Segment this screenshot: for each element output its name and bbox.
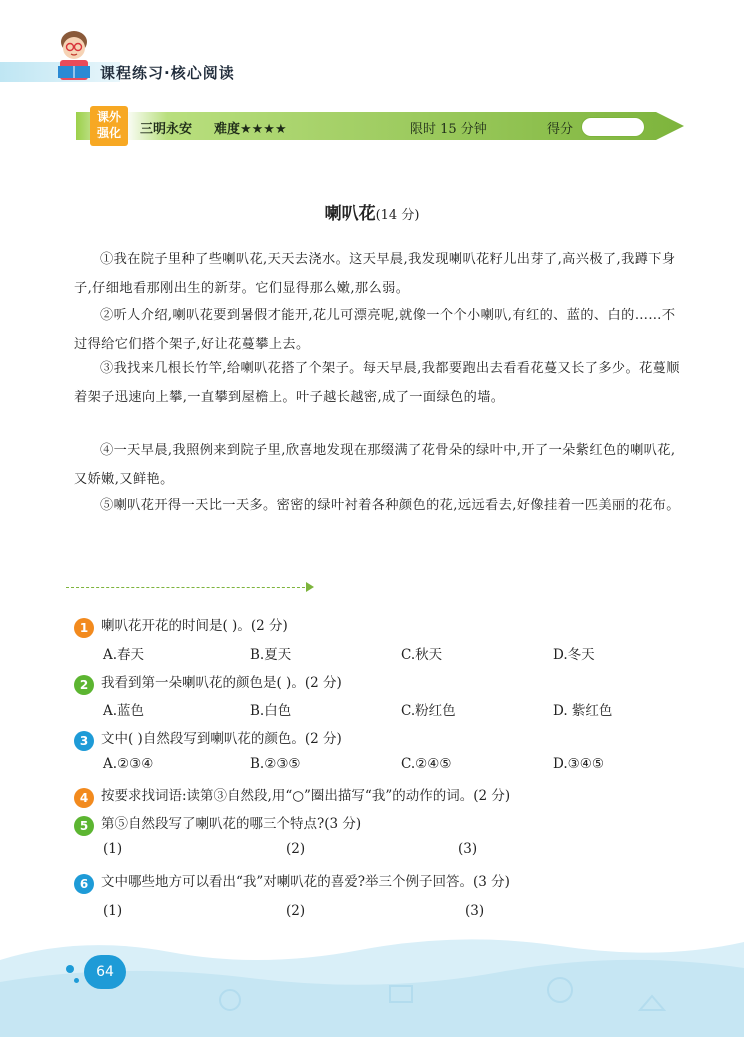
question-3 (74, 727, 342, 751)
paragraph-4: ④一天早晨,我照例来到院子里,欣喜地发现在那缀满了花骨朵的绿叶中,开了一朵紫红色的喇叭花,又娇嫩,又鲜艳。 (74, 443, 676, 487)
paragraph-2: ②听人介绍,喇叭花要到暑假才能开,花儿可漂亮呢,就像一个个小喇叭,有红的、蓝的、白的……不过得给它们搭个架子,好让花蔓攀上去。 (74, 308, 676, 352)
article-title: 喇叭花(14 分) (324, 204, 420, 224)
paragraph-5: ⑤喇叭花开得一天比一天多。密密的绿叶衬着各种颜色的花,远远看去,好像挂着一匹美丽的花布。 (100, 498, 680, 513)
question-number-badge: 1 (74, 618, 94, 638)
question-number-badge: 4 (74, 788, 94, 808)
question-text: 第⑤自然段写了喇叭花的哪三个特点?(3 分) (101, 816, 362, 832)
option-b[interactable]: B.②③⑤ (250, 756, 301, 772)
answer-blank-3[interactable]: (3) (465, 903, 485, 919)
answer-blank-3[interactable]: (3) (458, 841, 478, 857)
time-limit-label: 限时 15 分钟 (410, 122, 487, 137)
paragraph-1: ①我在院子里种了些喇叭花,天天去浇水。这天早晨,我发现喇叭花籽儿出芽了,高兴极了,我蹲下身子,仔细地看那刚出生的新芽。它们显得那么嫩,那么弱。 (74, 252, 676, 296)
option-c[interactable]: C.②④⑤ (401, 756, 452, 772)
divider-arrow-icon (306, 582, 314, 592)
question-1 (74, 614, 288, 638)
answer-blank-2[interactable]: (2) (286, 841, 306, 857)
option-d[interactable]: D. 紫红色 (553, 703, 613, 719)
question-number-badge: 6 (74, 874, 94, 894)
score-field[interactable] (581, 117, 645, 137)
question-6 (74, 870, 510, 894)
question-text: 文中哪些地方可以看出“我”对喇叭花的喜爱?举三个例子回答。(3 分) (101, 874, 510, 890)
option-c[interactable]: C.秋天 (401, 647, 443, 663)
section-divider (66, 587, 310, 588)
decor-dot (66, 965, 74, 973)
question-number-badge: 3 (74, 731, 94, 751)
reading-child-icon (50, 28, 98, 84)
decor-dot (74, 978, 79, 983)
question-number-badge: 2 (74, 675, 94, 695)
option-d[interactable]: D.冬天 (553, 647, 595, 663)
answer-blank-2[interactable]: (2) (286, 903, 306, 919)
page-number: 64 (84, 955, 126, 989)
difficulty-label: 难度★★★★ (214, 122, 287, 137)
question-text: 喇叭花开花的时间是( )。(2 分) (101, 618, 288, 634)
question-4 (74, 784, 510, 808)
option-d[interactable]: D.③④⑤ (553, 756, 604, 772)
extracurricular-badge: 课外 强化 (90, 106, 128, 146)
option-a[interactable]: A.春天 (103, 647, 145, 663)
option-b[interactable]: B.夏天 (250, 647, 292, 663)
option-c[interactable]: C.粉红色 (401, 703, 456, 719)
question-2 (74, 671, 342, 695)
option-a[interactable]: A.蓝色 (103, 703, 145, 719)
option-a[interactable]: A.②③④ (103, 756, 154, 772)
source-label: 三明永安 (140, 122, 193, 137)
question-text: 我看到第一朵喇叭花的颜色是( )。(2 分) (101, 675, 342, 691)
answer-blank-1[interactable]: (1) (103, 841, 123, 857)
score-label: 得分 (547, 122, 574, 137)
paragraph-3: ③我找来几根长竹竿,给喇叭花搭了个架子。每天早晨,我都要跑出去看看花蔓又长了多少。花蔓顺着架子迅速向上攀,一直攀到屋檐上。叶子越长越密,成了一面绿色的墙。 (74, 361, 680, 405)
answer-blank-1[interactable]: (1) (103, 903, 123, 919)
question-text: 按要求找词语:读第③自然段,用“○”圈出描写“我”的动作的词。(2 分) (101, 788, 511, 804)
option-b[interactable]: B.白色 (250, 703, 292, 719)
question-5 (74, 812, 361, 836)
book-title: 课程练习·核心阅读 (100, 64, 235, 82)
question-text: 文中( )自然段写到喇叭花的颜色。(2 分) (101, 731, 342, 747)
question-number-badge: 5 (74, 816, 94, 836)
